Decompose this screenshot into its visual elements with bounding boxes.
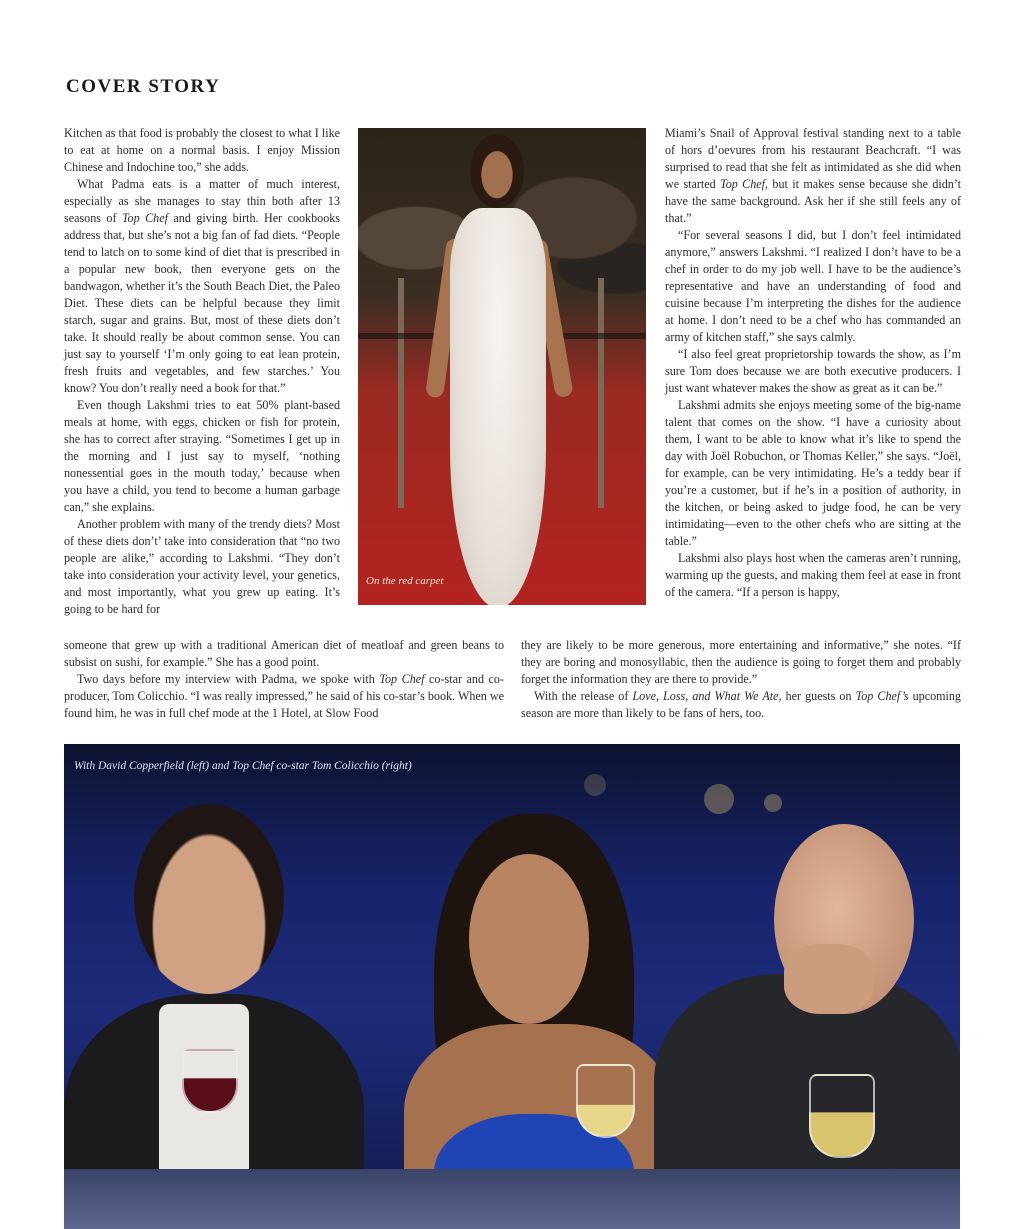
paragraph: With the release of Love, Loss, and What We Ate, her guests on Top Chef’s upcoming season are more than likely to be fans of hers, too.	[521, 689, 961, 720]
paragraph: Lakshmi also plays host when the cameras aren’t running, warming up the guests, and making them feel at ease in front of the camera. “If a person is happy,	[665, 551, 961, 599]
paragraph: Miami’s Snail of Approval festival standing next to a table of hors d’oevures from his restaurant Beachcraft. “I was surprised to read that she felt as intimidated as she did when we started Top Chef, but it makes sense because she didn’t have the same background. Ask her if she still feels any of that.”	[665, 126, 961, 225]
paragraph: “I also feel great proprietorship towards the show, as I’m sure Tom does because we are both executive producers. I just want whatever makes the show as great as it can be.”	[665, 347, 961, 395]
paragraph: they are likely to be more generous, more entertaining and informative,” she notes. “If they are boring and monosyllabic, then the audience is going to forget them and probably forget the information they are there to provide.”	[521, 638, 961, 686]
paragraph: “For several seasons I did, but I don’t feel intimidated anymore,” answers Lakshmi. “I realized I don’t have to be a chef in order to do my job well. I have to be the audience’s representative and have an understanding of food and cuisine because I’m interpreting the dishes for the audience at home. I don’t need to be a chef who has commanded an army of kitchen staff,” she says calmly.	[665, 228, 961, 344]
paragraph: someone that grew up with a traditional American diet of meatloaf and green beans to subsist on sushi, for example.” She has a good point.	[64, 638, 504, 669]
article-column-left	[64, 125, 340, 618]
paragraph: Kitchen as that food is probably the closest to what I like to eat at home on a normal basis. I enjoy Mission Chinese and Indochine too,” she adds.	[64, 126, 340, 174]
paragraph: Another problem with many of the trendy diets? Most of these diets don’t’ take into consideration that “no two people are alike,” according to Lakshmi. “They don’t take into consideration your activity level, your genetics, and most importantly, what you grew up eating. It’s going to be hard for	[64, 517, 340, 616]
book-title: Love, Loss, and What We Ate,	[632, 689, 782, 703]
paragraph: Lakshmi admits she enjoys meeting some of the big-name talent that comes on the show. “I have a curiosity about them, I want to be able to know what it’s like to spend the day with Joël Robuchon, or Thomas Keller,” she says. “Joël, for example, can be very intimidating. He’s a teddy bear if you’re a customer, but if he’s in a position of authority, in the kitchen, or being asked to judge food, he can be very intimidating—even to the other chefs who are sitting at the table.”	[665, 398, 961, 548]
show-title: Top Chef’s	[855, 689, 909, 703]
paragraph: Even though Lakshmi tries to eat 50% plant-based meals at home, with eggs, chicken or fish for protein, she has to correct after straying. “Sometimes I get up in the morning and I just say to myself, ‘nothing nonessential goes in the mouth today,’ because when you have a child, you tend to become a human garbage can,” she explains.	[64, 398, 340, 514]
show-title: Top Chef	[121, 211, 168, 225]
article-column-right	[665, 125, 961, 601]
paragraph: What Padma eats is a matter of much interest, especially as she manages to stay thin both after 13 seasons of Top Chef and giving birth. Her cookbooks address that, but she’s not a big fan of fad diets. “People tend to latch on to some kind of diet that is prescribed in a popular new book, then everyone gets on the bandwagon, whether it’s the South Beach Diet, the Paleo Diet. These diets can be helpful because they limit starch, sugar and grains. But, most of these diets don’t take. It should really be about common sense. You can just say to yourself ‘I’m only going to eat lean protein, fresh fruits and vegetables, and few starches.’ You know? You don’t really need a book for that.”	[64, 177, 340, 395]
photo-caption: With David Copperfield (left) and Top Chef co-star Tom Colicchio (right)	[74, 760, 412, 772]
dinner-table-photo	[64, 744, 960, 1229]
article-wide-right	[521, 637, 961, 722]
red-carpet-photo	[358, 128, 646, 605]
photo-caption: On the red carpet	[366, 575, 444, 587]
paragraph: Two days before my interview with Padma, we spoke with Top Chef co-star and co-producer, Tom Colicchio. “I was really impressed,” he said of his co-star’s book. When we found him, he was in full chef mode at the 1 Hotel, at Slow Food	[64, 672, 504, 720]
article-wide-left	[64, 637, 504, 722]
section-label: COVER STORY	[66, 76, 221, 97]
show-title: Top Chef,	[720, 177, 769, 191]
show-title: Top Chef	[379, 672, 425, 686]
